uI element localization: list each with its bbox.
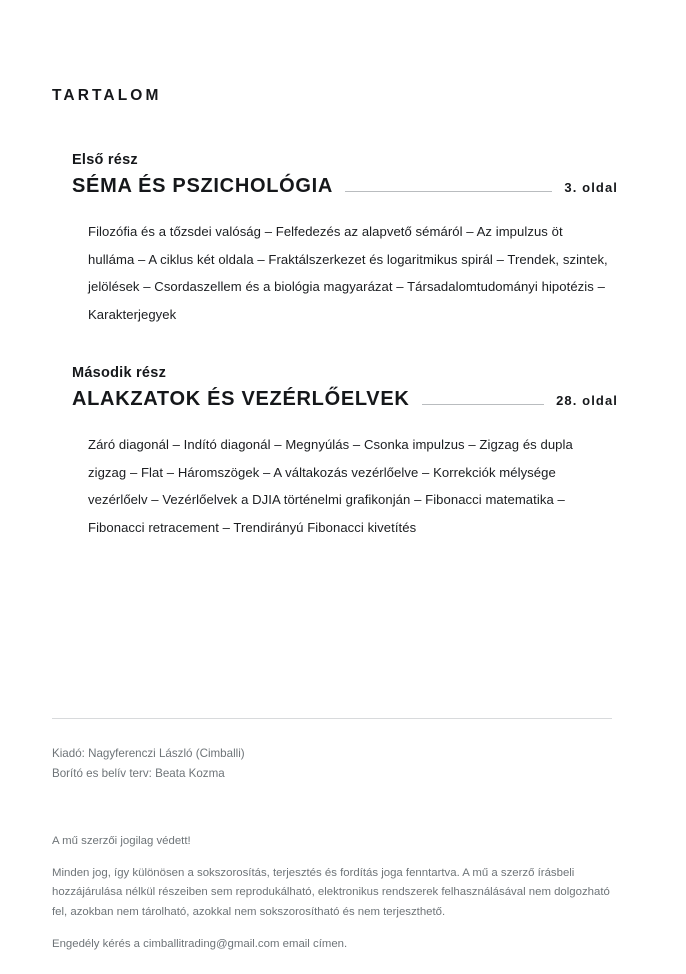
part-label: Második rész [72, 365, 167, 381]
section-contents: Záró diagonál – Indító diagonál – Megnyúlás – Csonka impulzus – Zigzag és dupla zigzag – Flat – Háromszögek – A váltakozás vezérlőelve – Korrekciók mélysége vezérlőelv – Vezérlőelvek a DJIA történelmi grafikonján – Fibonacci matematika – Fibonacci retracement – Trendirányú Fibonacci kivetítés [88, 437, 573, 535]
section-title[interactable]: SÉMA ÉS PSZICHOLÓGIA [72, 175, 334, 198]
copyright-body: Minden jog, így különösen a sokszorosítás, terjesztés és fordítás joga fenntartva. A mű a szerző írásbeli hozzájárulása nélkül részeiben sem reprodukálható, elektronikus rendszerek felhasználásával nem dolgozható fel, azokban nem tárolható, azokkal nem sokszorosítható és nem terjeszthető. [52, 866, 610, 918]
design-credit: Borító es belív terv: Beata Kozma [52, 767, 225, 780]
toc-section-second-part [72, 365, 618, 541]
section-contents: Filozófia és a tőzsdei valóság – Felfedezés az alapvető sémáról – Az impulzus öt hulláma – A ciklus két oldala – Fraktálszerkezet és logaritmikus spirál – Trendek, szintek, jelölések – Csordaszellem és a biológia magyarázat – Társadalomtudományi hipotézis – Karakterjegyek [88, 224, 608, 322]
copyright-notice: A mű szerzői jogilag védett! [52, 835, 191, 847]
page-number: 28. oldal [556, 393, 618, 409]
page-number: 3. oldal [564, 180, 618, 196]
section-title[interactable]: ALAKZATOK ÉS VEZÉRLŐELVEK [72, 388, 410, 411]
toc-entry[interactable] [72, 175, 618, 198]
copyright-block [52, 832, 624, 955]
toc-section-first-part [72, 152, 618, 328]
leader-line [345, 191, 552, 192]
page-title: TARTALOM [52, 87, 162, 104]
horizontal-divider [52, 718, 612, 719]
leader-line [422, 404, 545, 405]
publisher-credit: Kiadó: Nagyferenczi László (Cimballi) [52, 747, 245, 760]
colophon [52, 744, 622, 784]
part-label: Első rész [72, 152, 138, 168]
toc-entry[interactable] [72, 388, 618, 411]
permission-contact: Engedély kérés a cimballitrading@gmail.com email címen. [52, 938, 348, 950]
